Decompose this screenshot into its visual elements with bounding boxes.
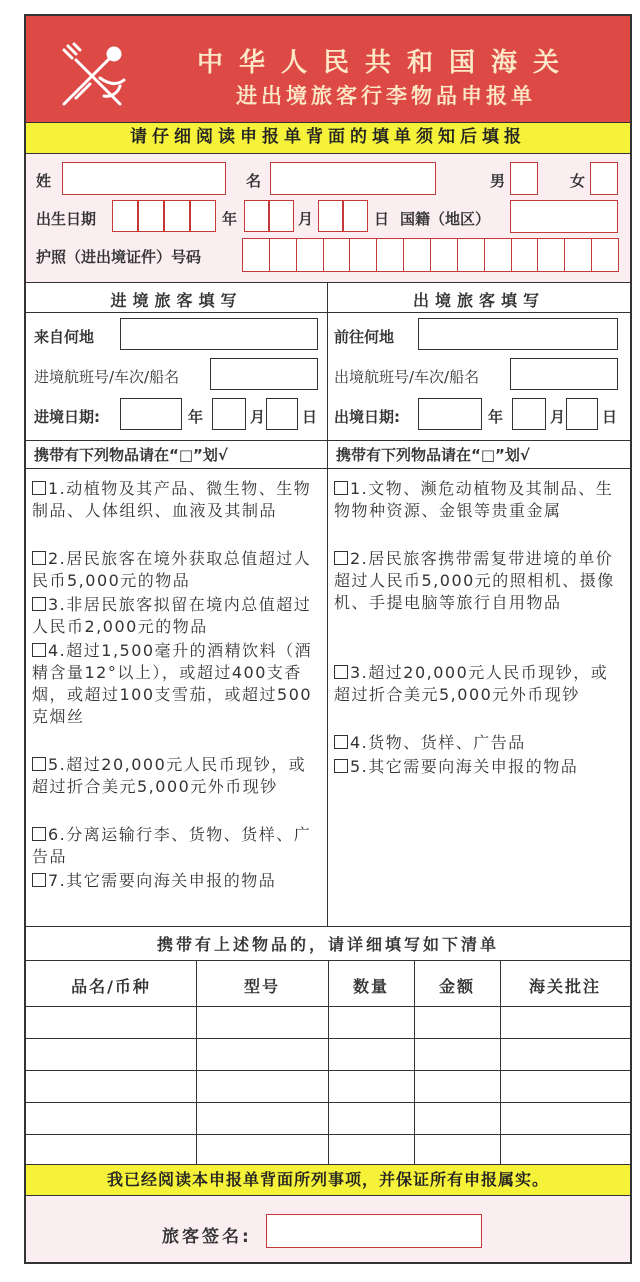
entry-item-text: 1.动植物及其产品、微生物、生物制品、人体组织、血液及其制品 — [32, 479, 312, 520]
goods-column-header: 数量 — [352, 977, 389, 996]
entry-item-checkbox[interactable] — [32, 873, 46, 887]
passport-digit-cell[interactable] — [430, 238, 458, 272]
entry-item-text: 2.居民旅客在境外获取总值超过人民币5,000元的物品 — [32, 549, 312, 590]
customs-emblem-icon — [54, 38, 130, 114]
goods-column-header: 型号 — [243, 977, 280, 996]
goods-column-header: 海关批注 — [528, 977, 601, 996]
from-where-field[interactable] — [120, 318, 318, 350]
entry-item — [32, 870, 320, 892]
passport-digit-cell[interactable] — [269, 238, 297, 272]
goods-table-row[interactable] — [26, 1038, 630, 1070]
passport-digit-cell[interactable] — [323, 238, 351, 272]
entry-item — [32, 640, 320, 728]
entry-item-checkbox[interactable] — [32, 481, 46, 495]
nationality-label: 国籍（地区） — [400, 210, 491, 228]
given-name-field[interactable] — [270, 162, 436, 195]
surname-label: 姓 — [36, 172, 52, 190]
female-checkbox[interactable] — [590, 162, 618, 195]
notice-bar: 请仔细阅读申报单背面的填单须知后填报 — [26, 122, 630, 154]
entry-item-text: 3.非居民旅客拟留在境内总值超过人民币2,000元的物品 — [32, 595, 312, 636]
to-where-field[interactable] — [418, 318, 618, 350]
exit-item — [334, 548, 622, 614]
entry-item-text: 6.分离运输行李、货物、货样、广告品 — [32, 825, 312, 866]
entry-item-text: 4.超过1,500毫升的酒精饮料（酒精含量12°以上），或超过400支香烟，或超过100支雪茄，或超过500克烟丝 — [32, 641, 313, 726]
section-heading-divider — [26, 312, 630, 313]
signature-field[interactable] — [266, 1214, 482, 1248]
passport-label: 护照（进出境证件）号码 — [36, 248, 202, 266]
exit-item-text: 5.其它需要向海关申报的物品 — [350, 757, 579, 776]
entry-item — [32, 824, 320, 868]
entry-heading: 进境旅客填写 — [110, 291, 243, 310]
signature-label: 旅客签名: — [162, 1227, 252, 1247]
passport-digit-cell[interactable] — [296, 238, 324, 272]
goods-column-header: 金额 — [438, 977, 475, 996]
birth-date-label: 出生日期 — [36, 210, 97, 228]
nationality-field[interactable] — [510, 200, 618, 233]
column-divider — [327, 282, 328, 926]
exit-item-checkbox[interactable] — [334, 665, 348, 679]
male-checkbox[interactable] — [510, 162, 538, 195]
goods-table-row[interactable] — [26, 1134, 630, 1166]
exit-flight-field[interactable] — [510, 358, 618, 390]
passport-number-cells[interactable] — [242, 238, 618, 272]
exit-item-text: 1.文物、濒危动植物及其制品、生物物种资源、金银等贵重金属 — [334, 479, 614, 520]
exit-item-checkbox[interactable] — [334, 735, 348, 749]
declaration-form — [24, 14, 632, 1264]
birth-day-label: 日 — [374, 210, 390, 228]
entry-day-label: 日 — [302, 408, 318, 426]
entry-date-label: 进境日期: — [34, 408, 100, 426]
passport-digit-cell[interactable] — [349, 238, 377, 272]
entry-year-field[interactable] — [120, 398, 182, 430]
exit-month-label: 月 — [550, 408, 566, 426]
passport-digit-cell[interactable] — [564, 238, 592, 272]
exit-item-text: 3.超过20,000元人民币现钞，或超过折合美元5,000元外币现钞 — [334, 663, 609, 704]
entry-flight-label: 进境航班号/车次/船名 — [34, 368, 180, 386]
entry-item — [32, 594, 320, 638]
form-header — [26, 16, 630, 122]
exit-day-label: 日 — [602, 408, 618, 426]
exit-item-text: 2.居民旅客携带需复带进境的单价超过人民币5,000元的照相机、摄像机、手提电脑等旅行自用物品 — [334, 549, 615, 612]
male-label: 男 — [490, 172, 506, 190]
goods-table-row[interactable] — [26, 1102, 630, 1134]
exit-year-field[interactable] — [418, 398, 482, 430]
passport-digit-cell[interactable] — [376, 238, 404, 272]
exit-flight-label: 出境航班号/车次/船名 — [334, 368, 480, 386]
given-name-label: 名 — [246, 172, 262, 190]
exit-item-checkbox[interactable] — [334, 481, 348, 495]
female-label: 女 — [570, 172, 586, 190]
exit-date-label: 出境日期: — [334, 408, 400, 426]
entry-month-field[interactable] — [212, 398, 246, 430]
to-where-label: 前往何地 — [334, 328, 395, 346]
entry-item-text: 5.超过20,000元人民币现钞，或超过折合美元5,000元外币现钞 — [32, 755, 307, 796]
entry-flight-field[interactable] — [210, 358, 318, 390]
exit-item — [334, 662, 622, 706]
exit-item-checkbox[interactable] — [334, 551, 348, 565]
goods-table — [26, 960, 630, 1166]
exit-item — [334, 756, 622, 778]
entry-item-checkbox[interactable] — [32, 757, 46, 771]
birth-month-label: 月 — [298, 210, 314, 228]
exit-year-label: 年 — [488, 408, 504, 426]
entry-item — [32, 548, 320, 592]
entry-month-label: 月 — [250, 408, 266, 426]
from-where-label: 来自何地 — [34, 328, 95, 346]
passport-digit-cell[interactable] — [403, 238, 431, 272]
exit-check-heading: 携带有下列物品请在“□”划√ — [336, 446, 530, 464]
birth-year-label: 年 — [222, 210, 238, 228]
entry-item — [32, 754, 320, 798]
entry-year-label: 年 — [188, 408, 204, 426]
goods-table-row[interactable] — [26, 1070, 630, 1102]
passport-digit-cell[interactable] — [484, 238, 512, 272]
passport-digit-cell[interactable] — [591, 238, 619, 272]
entry-item-checkbox[interactable] — [32, 597, 46, 611]
passport-digit-cell[interactable] — [537, 238, 565, 272]
passport-digit-cell[interactable] — [242, 238, 270, 272]
goods-table-row[interactable] — [26, 1006, 630, 1038]
goods-column-header: 品名/币种 — [71, 977, 151, 996]
entry-item-checkbox[interactable] — [32, 643, 46, 657]
exit-item — [334, 478, 622, 522]
form-title: 中华人民共和国海关 — [196, 48, 575, 78]
entry-day-field[interactable] — [266, 398, 298, 430]
exit-item-text: 4.货物、货样、广告品 — [350, 733, 526, 752]
surname-field[interactable] — [62, 162, 226, 195]
goods-list-heading: 携带有上述物品的，请详细填写如下清单 — [156, 935, 499, 954]
form-subtitle: 进出境旅客行李物品申报单 — [236, 84, 536, 108]
exit-heading: 出境旅客填写 — [412, 291, 545, 310]
entry-item — [32, 478, 320, 522]
exit-day-field[interactable] — [566, 398, 598, 430]
exit-month-field[interactable] — [512, 398, 546, 430]
exit-item-checkbox[interactable] — [334, 759, 348, 773]
passport-digit-cell[interactable] — [457, 238, 485, 272]
passport-digit-cell[interactable] — [511, 238, 539, 272]
entry-item-text: 7.其它需要向海关申报的物品 — [48, 871, 277, 890]
entry-check-heading: 携带有下列物品请在“□”划√ — [34, 446, 228, 464]
exit-item — [334, 732, 622, 754]
entry-item-checkbox[interactable] — [32, 827, 46, 841]
entry-item-checkbox[interactable] — [32, 551, 46, 565]
declaration-bar: 我已经阅读本申报单背面所列事项，并保证所有申报属实。 — [26, 1164, 630, 1196]
